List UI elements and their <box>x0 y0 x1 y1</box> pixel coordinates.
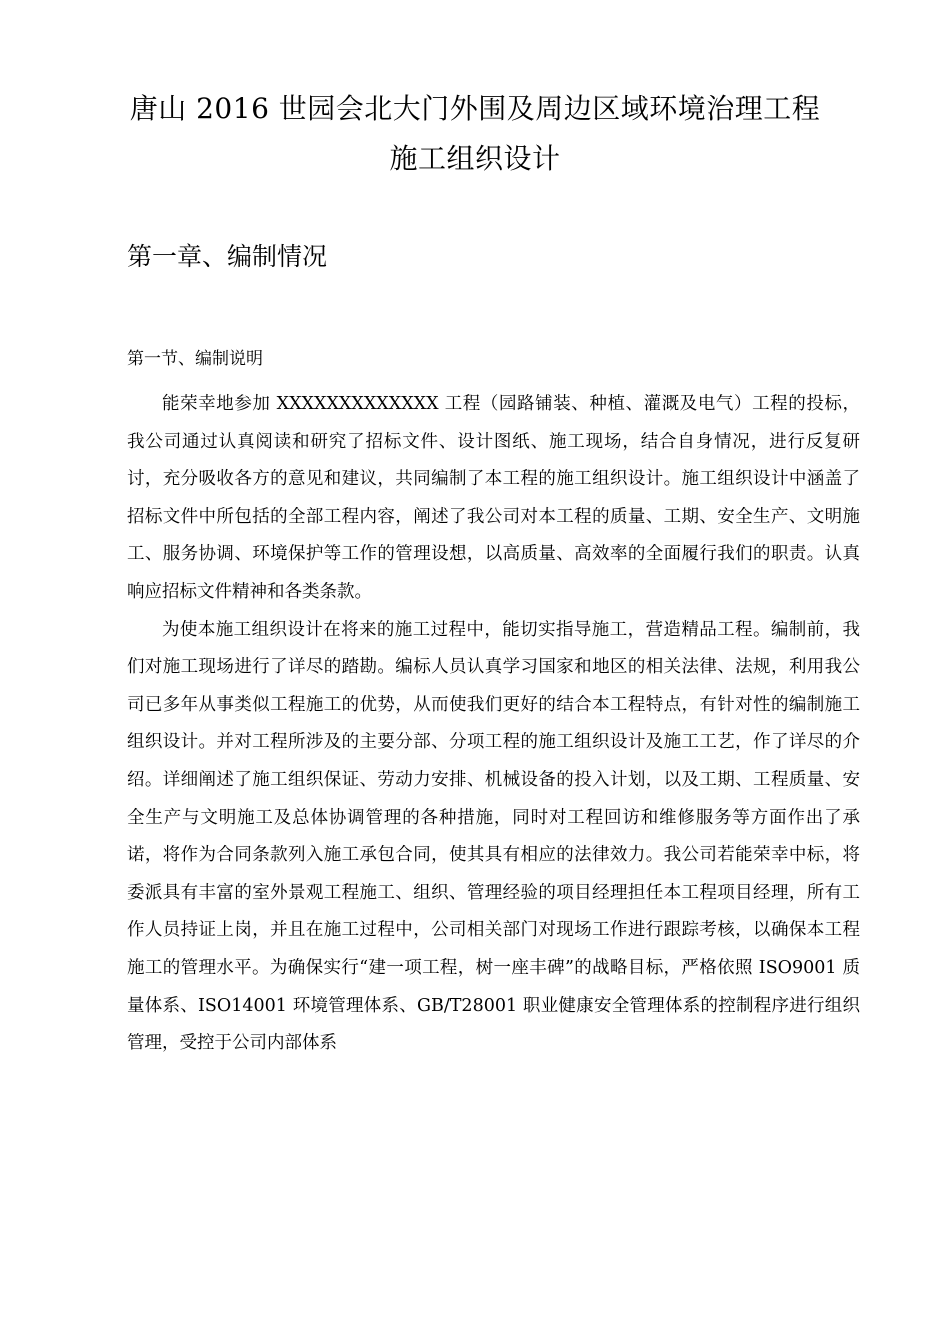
document-title-line-2: 施工组织设计 <box>389 142 561 175</box>
section-heading: 第一节、编制说明 <box>127 349 263 369</box>
paragraph-1: 能荣幸地参加 XXXXXXXXXXXXX 工程（园路铺装、种植、灌溉及电气）工程的投标，我公司通过认真阅读和研究了招标文件、设计图纸、施工现场，结合自身情况，进行反复研讨，充分吸收各方的意见和建议，共同编制了本工程的施工组织设计。施工组织设计中涵盖了招标文件中所包括的全部工程内容，阐述了我公司对本工程的质量、工期、安全生产、文明施工、服务协调、环境保护等工作的管理设想，以高质量、高效率的全面履行我们的职责。认真响应招标文件精神和各类条款。 <box>127 394 860 602</box>
paragraph-2: 为使本施工组织设计在将来的施工过程中，能切实指导施工，营造精品工程。编制前，我们对施工现场进行了详尽的踏勘。编标人员认真学习国家和地区的相关法律、法规，利用我公司已多年从事类似工程施工的优势，从而使我们更好的结合本工程特点，有针对性的编制施工组织设计。并对工程所涉及的主要分部、分项工程的施工组织设计及施工工艺，作了详尽的介绍。详细阐述了施工组织保证、劳动力安排、机械设备的投入计划，以及工期、工程质量、安全生产与文明施工及总体协调管理的各种措施，同时对工程回访和维修服务等方面作出了承诺，将作为合同条款列入施工承包合同，使其具有相应的法律效力。我公司若能荣幸中标，将委派具有丰富的室外景观工程施工、组织、管理经验的项目经理担任本工程项目经理，所有工作人员持证上岗，并且在施工过程中，公司相关部门对现场工作进行跟踪考核，以确保本工程施工的管理水平。为确保实行“建一项工程，树一座丰碑”的战略目标，严格依照 ISO9001 质量体系、ISO14001 环境管理体系、GB/T28001 职业健康安全管理体系的控制程序进行组织管理，受控于公司内部体系 <box>127 619 860 1054</box>
body-text <box>127 386 860 1063</box>
chapter-heading: 第一章、编制情况 <box>127 242 328 271</box>
document-title-line-1: 唐山 2016 世园会北大门外围及周边区域环境治理工程 <box>129 92 821 125</box>
